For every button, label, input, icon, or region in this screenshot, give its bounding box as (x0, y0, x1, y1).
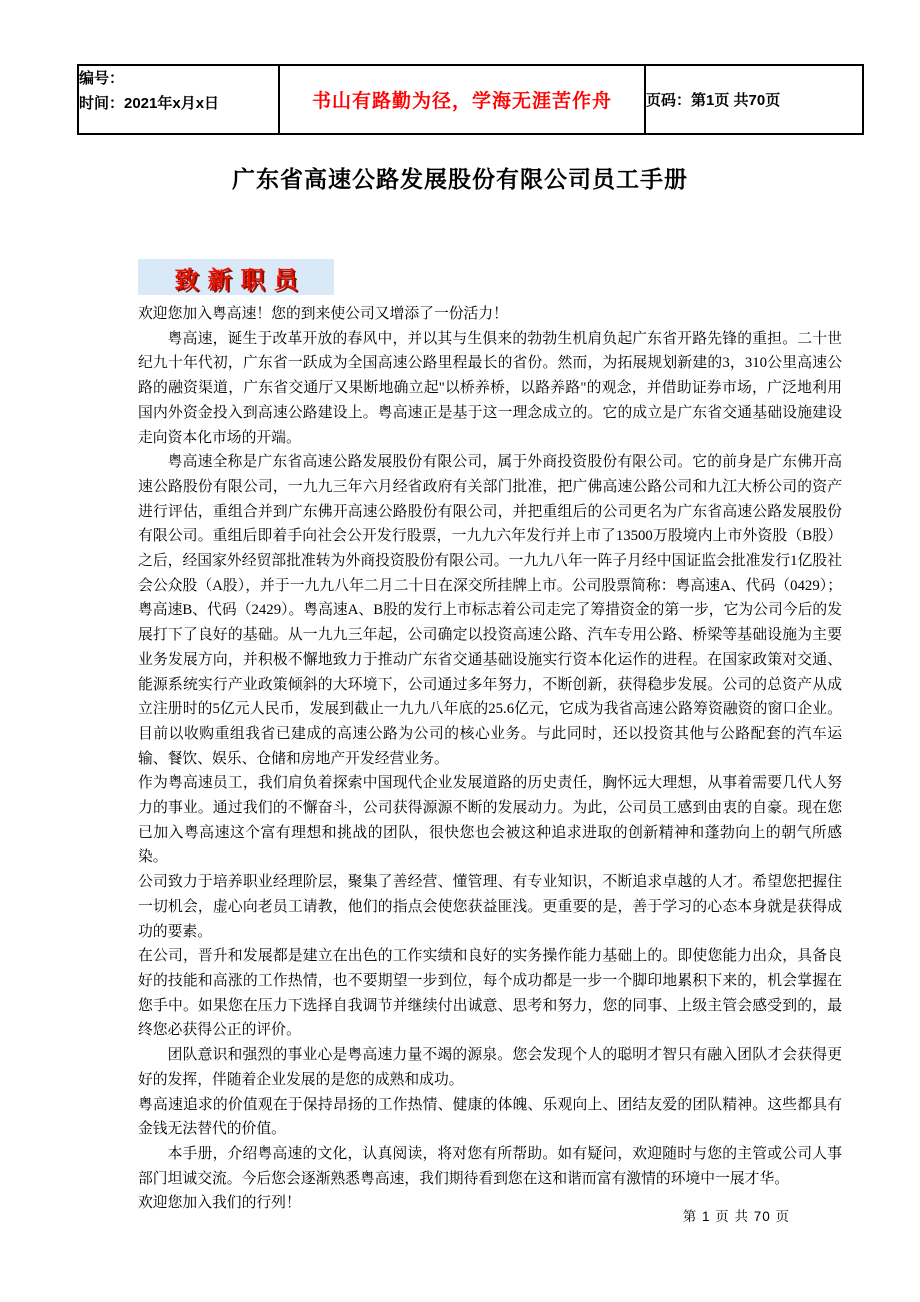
paragraph: 在公司，晋升和发展都是建立在出色的工作实绩和良好的实务操作能力基础上的。即使您能力出众，具备良好的技能和高涨的工作热情，也不要期望一步到位，每个成功都是一步一个脚印地累积下来的，机会掌握在您手中。如果您在压力下选择自我调节并继续付出诚意、思考和努力，您的同事、上级主管会感受到的，最终您必获得公正的评价。 (138, 948, 842, 1039)
paragraph: 粤高速，诞生于改革开放的春风中，并以其与生俱来的勃勃生机肩负起广东省开路先锋的重担。二十世纪九十年代初，广东省一跃成为全国高速公路里程最长的省份。然而，为拓展规划新建的3，310公里高速公路的融资渠道，广东省交通厅又果断地确立起"以桥养桥，以路养路"的观念，并借助证券市场，广泛地利用国内外资金投入到高速公路建设上。粤高速正是基于这一理念成立的。它的成立是广东省交通基础设施建设走向资本化市场的开端。 (138, 330, 842, 446)
paragraph: 团队意识和强烈的事业心是粤高速力量不竭的源泉。您会发现个人的聪明才智只有融入团队才会获得更好的发挥，伴随着企业发展的是您的成熟和成功。 (138, 1047, 842, 1088)
document-title: 广东省高速公路发展股份有限公司员工手册 (232, 166, 688, 192)
document-body (138, 302, 842, 1216)
motto-text: 书山有路勤为径，学海无涯苦作舟 (311, 91, 612, 112)
paragraph: 本手册，介绍粤高速的文化，认真阅读，将对您有所帮助。如有疑问，欢迎随时与您的主管或公司人事部门坦诚交流。今后您会逐渐熟悉粤高速，我们期待看到您在这和谐而富有激情的环境中一展才华。 (138, 1145, 842, 1187)
number-label: 编号： (79, 70, 125, 87)
section-banner (138, 259, 334, 295)
paragraph: 作为粤高速员工，我们肩负着探索中国现代企业发展道路的历史责任，胸怀远大理想，从事着需要几代人努力的事业。通过我们的不懈奋斗，公司获得源源不断的发展动力。为此，公司员工感到由衷的自豪。现在您已加入粤高速这个富有理想和挑战的团队，很快您也会被这种追求进取的创新精神和蓬勃向上的朝气所感染。 (138, 775, 842, 866)
header-row (78, 65, 863, 134)
paragraph: 欢迎您加入我们的行列！ (138, 1195, 301, 1212)
page-number-cell (645, 65, 863, 134)
section-banner-text: 致新职员 (174, 266, 307, 294)
header-meta-cell (78, 65, 279, 134)
paragraph: 欢迎您加入粤高速！您的到来使公司又增添了一份活力！ (138, 306, 508, 322)
header-table (77, 64, 864, 135)
paragraph: 粤高速追求的价值观在于保持昂扬的工作热情、健康的体魄、乐观向上、团结友爱的团队精神。这些都具有金钱无法替代的价值。 (138, 1096, 842, 1138)
date-label: 时间：2021年x月x日 (79, 95, 220, 112)
page-footer: 第 1 页 共 70 页 (682, 1209, 790, 1224)
paragraph: 公司致力于培养职业经理阶层，聚集了善经营、懂管理、有专业知识，不断追求卓越的人才。希望您把握住一切机会，虚心向老员工请教，他们的指点会使您获益匪浅。更重要的是，善于学习的心态本身就是获得成功的要素。 (138, 874, 842, 940)
paragraph: 粤高速全称是广东省高速公路发展股份有限公司，属于外商投资股份有限公司。它的前身是广东佛开高速公路股份有限公司，一九九三年六月经省政府有关部门批准，把广佛高速公路公司和九江大桥公司的资产进行评估，重组合并到广东佛开高速公路股份有限公司，并把重组后的公司更名为广东省高速公路发展股份有限公司。重组后即着手向社会公开发行股票，一九九六年发行并上市了13500万股境内上市外资股（B股）之后，经国家外经贸部批准转为外商投资股份有限公司。一九九八年一阵子月经中国证监会批准发行1亿股社会公众股（A股），并于一九九八年二月二十日在深交所挂牌上市。公司股票简称：粤高速A、代码（0429）；粤高速B、代码（2429）。粤高速A、B股的发行上市标志着公司走完了筹措资金的第一步，它为公司今后的发展打下了良好的基础。从一九九三年起，公司确定以投资高速公路、汽车专用公路、桥梁等基础设施为主要业务发展方向，并积极不懈地致力于推动广东省交通基础设施实行资本化运作的进程。在国家政策对交通、能源系统实行产业政策倾斜的大环境下，公司通过多年努力，不断创新，获得稳步发展。公司的总资产从成立注册时的5亿元人民币，发展到截止一九九八年底的25.6亿元，它成为我省高速公路筹资融资的窗口企业。目前以收购重组我省已建成的高速公路为公司的核心业务。与此同时，还以投资其他与公路配套的汽车运输、餐饮、娱乐、仓储和房地产开发经营业务。 (138, 454, 842, 767)
page-number-label: 页码：第1页 共70页 (646, 92, 781, 109)
motto-cell (279, 65, 645, 134)
